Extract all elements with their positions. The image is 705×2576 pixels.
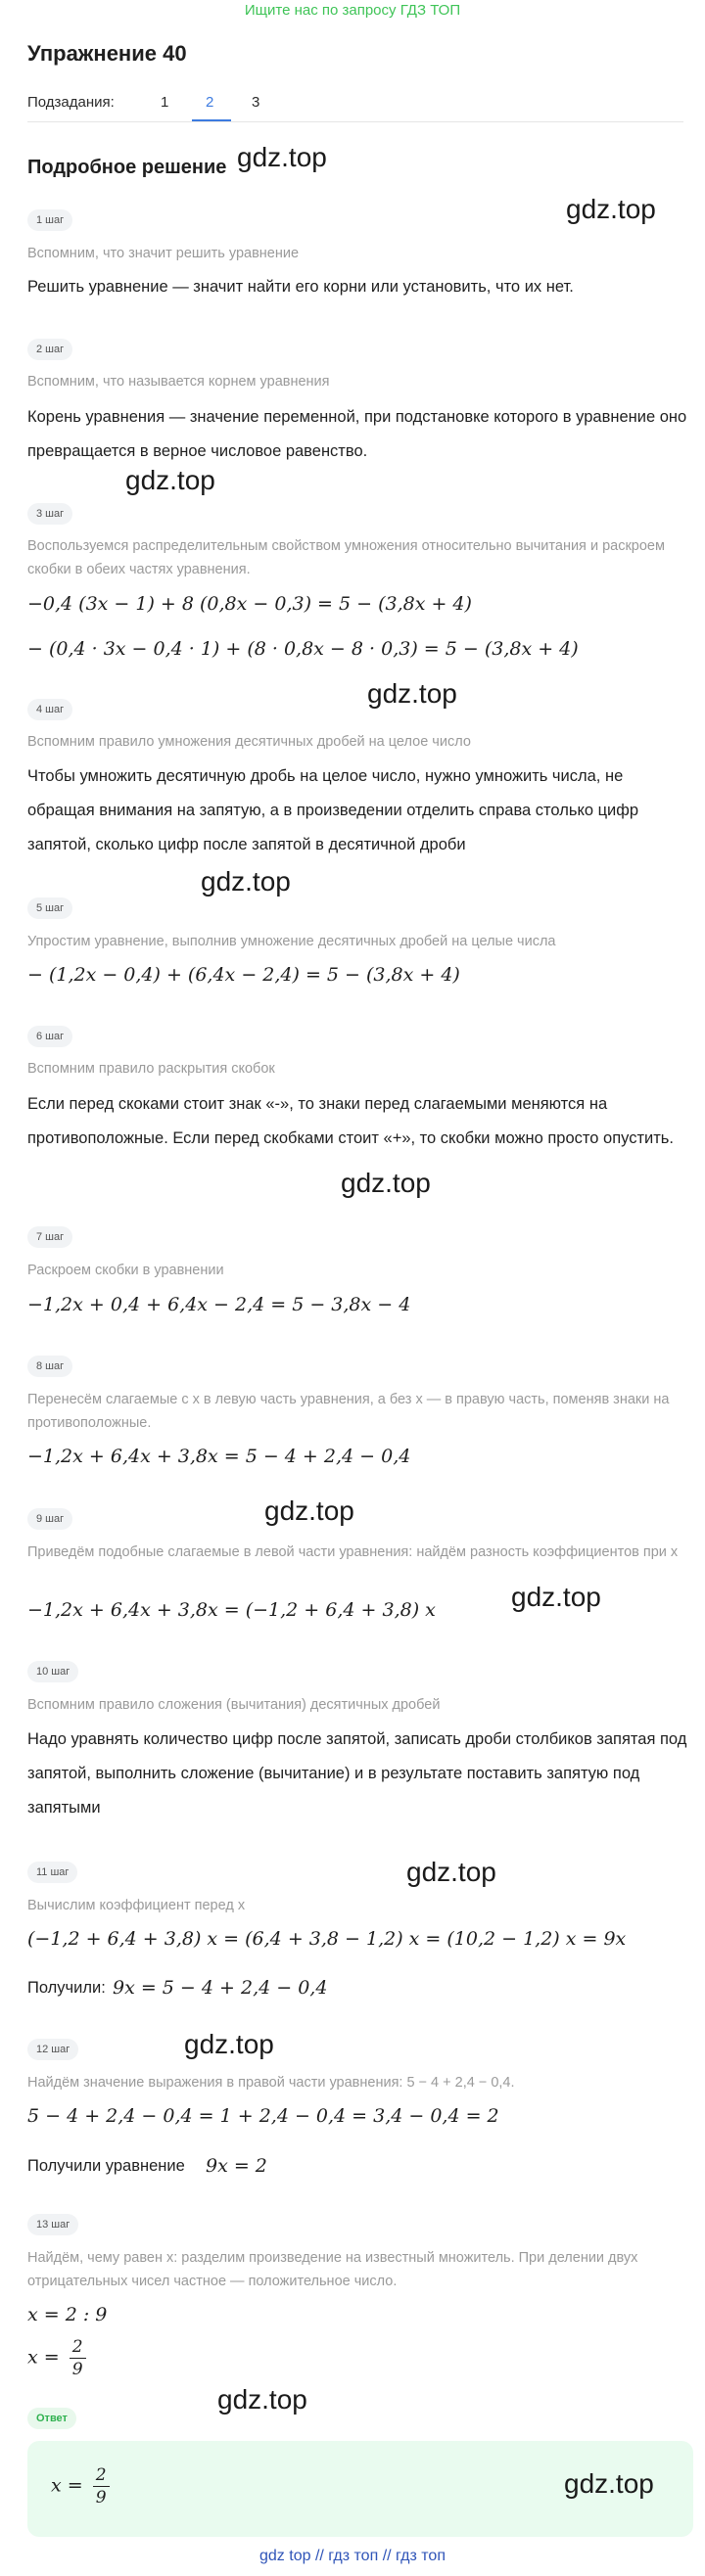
- step-badge: 2 шаг: [27, 339, 72, 360]
- step-badge: 4 шаг: [27, 699, 72, 720]
- step-formula: −1,2x + 6,4x + 3,8x = 5 − 4 + 2,4 − 0,4: [27, 1446, 411, 1467]
- tab-subtask-3[interactable]: 3: [252, 94, 260, 111]
- page-title: Упражнение 40: [27, 41, 187, 66]
- answer-numerator: 2: [95, 2465, 107, 2485]
- step-badge: 11 шаг: [27, 1862, 77, 1883]
- step-badge: 5 шаг: [27, 897, 72, 919]
- step-hint: Вспомним правило раскрытия скобок: [27, 1061, 275, 1077]
- step-result-formula: 9x = 2: [206, 2155, 267, 2177]
- step-hint: Вычислим коэффициент перед x: [27, 1898, 246, 1913]
- watermark: gdz.top: [566, 194, 656, 224]
- step-formula: −0,4 (3x − 1) + 8 (0,8x − 0,3) = 5 − (3,8x + 4): [27, 593, 472, 615]
- footer-links: [0, 2548, 705, 2565]
- fraction-denominator: 9: [70, 2358, 86, 2380]
- subtasks-label: Подзадания:: [27, 94, 115, 111]
- answer-badge: Ответ: [27, 2408, 76, 2429]
- step-hint: Вспомним, что называется корнем уравнения: [27, 374, 330, 390]
- watermark: gdz.top: [564, 2468, 654, 2499]
- answer-fraction: [93, 2464, 110, 2508]
- step-result-formula: 9x = 5 − 4 + 2,4 − 0,4: [113, 1977, 328, 1999]
- step-hint: Вспомним, что значит решить уравнение: [27, 246, 300, 261]
- step-formula: 5 − 4 + 2,4 − 0,4 = 1 + 2,4 − 0,4 = 3,4 − 0,4 = 2: [27, 2105, 499, 2127]
- step-hint: Найдём, чему равен x: разделим произведение на известный множитель. При делении двух отрицательных чисел частное — положительное число.: [27, 2250, 638, 2289]
- step-hint: Вспомним правило умножения десятичных дробей на целое число: [27, 734, 471, 750]
- footer-link[interactable]: гдз топ: [328, 2548, 379, 2564]
- watermark: gdz.top: [367, 678, 457, 709]
- step-formula: − (1,2x − 0,4) + (6,4x − 2,4) = 5 − (3,8x + 4): [27, 964, 460, 986]
- step-badge: 12 шаг: [27, 2039, 78, 2060]
- watermark: gdz.top: [217, 2384, 307, 2415]
- search-hint-link[interactable]: Ищите нас по запросу ГДЗ ТОП: [244, 2, 461, 19]
- step-formula: (−1,2 + 6,4 + 3,8) x = (6,4 + 3,8 − 1,2) x = (10,2 − 1,2) x = 9x: [27, 1928, 627, 1950]
- step-text: Надо уравнять количество цифр после запятой, записать дроби столбиков запятая под запятой, выполнить сложение (вычитание) и в результате поставить запятую под запятыми: [27, 1730, 687, 1817]
- tab-subtask-2[interactable]: 2: [206, 94, 214, 111]
- footer-separator: //: [314, 2548, 324, 2564]
- answer-formula: [51, 2464, 110, 2508]
- step-hint: Вспомним правило сложения (вычитания) десятичных дробей: [27, 1697, 441, 1713]
- watermark: gdz.top: [511, 1582, 601, 1612]
- step-badge: 6 шаг: [27, 1026, 72, 1047]
- step-hint: Воспользуемся распределительным свойством умножения относительно вычитания и раскроем скобки в обеих частях уравнения.: [27, 538, 665, 577]
- step-text: Корень уравнения — значение переменной, при подстановке которого в уравнение оно превращается в верное числовое равенство.: [27, 408, 687, 460]
- answer-denominator: 9: [93, 2486, 110, 2508]
- step-hint: Перенесём слагаемые с x в левую часть уравнения, а без x — в правую часть, поменяв знаки на противоположные.: [27, 1392, 670, 1431]
- watermark: gdz.top: [341, 1168, 431, 1198]
- step-hint: Приведём подобные слагаемые в левой части уравнения: найдём разность коэффициентов при x: [27, 1544, 679, 1560]
- watermark: gdz.top: [201, 866, 291, 897]
- step-formula: − (0,4 · 3x − 0,4 · 1) + (8 · 0,8x − 8 · 0,3) = 5 − (3,8x + 4): [27, 638, 579, 660]
- step-formula: −1,2x + 6,4x + 3,8x = (−1,2 + 6,4 + 3,8) x: [27, 1599, 436, 1621]
- fraction-prefix: x =: [27, 2346, 60, 2369]
- footer-separator: //: [382, 2548, 392, 2564]
- step-badge: 3 шаг: [27, 503, 72, 525]
- fraction: [70, 2336, 86, 2380]
- answer-box: [27, 2441, 693, 2537]
- step-text: Решить уравнение — значит найти его корни или установить, что их нет.: [27, 278, 574, 296]
- watermark: gdz.top: [237, 142, 327, 172]
- footer-link[interactable]: гдз топ: [396, 2548, 446, 2564]
- step-badge: 1 шаг: [27, 209, 72, 231]
- section-title: Подробное решение: [27, 157, 227, 178]
- watermark: gdz.top: [406, 1857, 496, 1887]
- step-badge: 7 шаг: [27, 1226, 72, 1248]
- divider: [27, 121, 683, 122]
- step-hint: Упростим уравнение, выполнив умножение десятичных дробей на целые числа: [27, 934, 556, 949]
- fraction-numerator: 2: [71, 2337, 83, 2357]
- step-text: Если перед скоками стоит знак «-», то знаки перед слагаемыми меняются на противоположные. Если перед скобками стоит «+», то скобки можно просто опустить.: [27, 1095, 674, 1147]
- watermark: gdz.top: [125, 465, 215, 495]
- watermark: gdz.top: [184, 2029, 274, 2059]
- step-formula: −1,2x + 0,4 + 6,4x − 2,4 = 5 − 3,8x − 4: [27, 1294, 411, 1315]
- step-badge: 9 шаг: [27, 1508, 72, 1530]
- step-badge: 8 шаг: [27, 1356, 72, 1377]
- step-hint: Раскроем скобки в уравнении: [27, 1263, 224, 1278]
- step-hint: Найдём значение выражения в правой части уравнения: 5 − 4 + 2,4 − 0,4.: [27, 2075, 515, 2091]
- footer-link[interactable]: gdz top: [259, 2548, 311, 2564]
- answer-prefix: x =: [51, 2474, 83, 2497]
- step-result-label: Получили уравнение: [27, 2157, 185, 2175]
- step-badge: 13 шаг: [27, 2214, 78, 2235]
- watermark: gdz.top: [264, 1495, 354, 1526]
- step-formula-fraction: [27, 2336, 86, 2380]
- active-tab-indicator: [192, 119, 231, 121]
- tab-subtask-1[interactable]: 1: [161, 94, 169, 111]
- step-result-label: Получили:: [27, 1979, 106, 1997]
- step-formula: x = 2 : 9: [27, 2304, 108, 2325]
- step-badge: 10 шаг: [27, 1661, 78, 1682]
- step-text: Чтобы умножить десятичную дробь на целое число, нужно умножить числа, не обращая внимания на запятую, а в произведении отделить справа столько цифр запятой, сколько цифр после запятой в десятичной дроби: [27, 767, 639, 853]
